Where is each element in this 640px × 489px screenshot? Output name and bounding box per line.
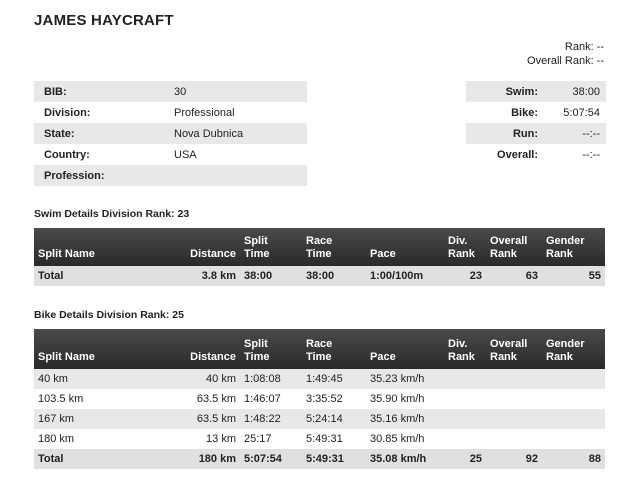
header-div-rank: Div. Rank <box>444 228 486 266</box>
time-row-swim <box>466 81 606 102</box>
rank-row <box>464 40 604 54</box>
cell-split-name: 103.5 km <box>34 389 120 409</box>
header-overall-rank: Overall Rank <box>486 329 542 369</box>
cell-gender-rank <box>542 369 605 389</box>
cell-split-time: 1:46:07 <box>240 389 302 409</box>
cell-pace: 35.90 km/h <box>366 389 444 409</box>
info-label: State: <box>34 123 164 144</box>
time-value: --:-- <box>582 148 600 161</box>
cell-gender-rank: 88 <box>542 449 605 469</box>
info-row-division <box>34 102 307 123</box>
cell-race-time: 5:49:31 <box>302 429 366 449</box>
info-value: Professional <box>174 106 235 119</box>
overall-rank-value: -- <box>596 55 604 67</box>
rank-summary <box>464 40 604 68</box>
cell-pace: 30.85 km/h <box>366 429 444 449</box>
cell-distance: 63.5 km <box>120 409 240 429</box>
header-split-time: Split Time <box>240 228 302 266</box>
header-race-time: Race Time <box>302 329 366 369</box>
cell-race-time: 1:49:45 <box>302 369 366 389</box>
cell-pace: 35.16 km/h <box>366 409 444 429</box>
info-row-bib <box>34 81 307 102</box>
header-split-time: Split Time <box>240 329 302 369</box>
info-label: BIB: <box>34 81 164 102</box>
bike-header-row <box>34 329 605 369</box>
header-distance: Distance <box>120 228 240 266</box>
time-row-overall <box>466 144 606 165</box>
swim-splits-table <box>34 228 605 286</box>
swim-total-row <box>34 266 605 286</box>
table-row <box>34 429 605 449</box>
time-row-run <box>466 123 606 144</box>
cell-gender-rank <box>542 409 605 429</box>
cell-split-name: 180 km <box>34 429 120 449</box>
cell-overall-rank <box>486 429 542 449</box>
info-value: 30 <box>164 81 307 102</box>
cell-overall-rank <box>486 369 542 389</box>
cell-distance: 63.5 km <box>120 389 240 409</box>
time-label: Run: <box>466 123 544 144</box>
cell-split-name: Total <box>34 266 120 286</box>
cell-race-time: 5:24:14 <box>302 409 366 429</box>
table-row <box>34 409 605 429</box>
cell-overall-rank: 92 <box>486 449 542 469</box>
overall-rank-label: Overall Rank: <box>527 55 594 67</box>
cell-race-time: 5:49:31 <box>302 449 366 469</box>
header-div-rank: Div. Rank <box>444 329 486 369</box>
cell-split-time: 1:08:08 <box>240 369 302 389</box>
cell-distance: 3.8 km <box>120 266 240 286</box>
cell-split-time: 38:00 <box>240 266 302 286</box>
cell-race-time: 3:35:52 <box>302 389 366 409</box>
time-value: --:-- <box>544 123 606 144</box>
info-value <box>164 165 307 186</box>
time-label: Swim: <box>466 81 544 102</box>
rank-label: Rank: <box>564 41 594 53</box>
time-label: Bike: <box>511 106 538 119</box>
info-label: Division: <box>44 106 91 119</box>
bike-splits-table <box>34 329 605 469</box>
time-label: Overall: <box>497 148 538 161</box>
cell-split-name: 40 km <box>34 369 120 389</box>
header-pace: Pace <box>366 329 444 369</box>
cell-gender-rank <box>542 429 605 449</box>
cell-split-time: 25:17 <box>240 429 302 449</box>
rank-value: -- <box>596 41 604 53</box>
bike-section-title: Bike Details Division Rank: 25 <box>34 309 184 321</box>
swim-header-row <box>34 228 605 266</box>
cell-div-rank <box>444 409 486 429</box>
header-gender-rank: Gender Rank <box>542 329 605 369</box>
cell-overall-rank <box>486 389 542 409</box>
cell-overall-rank: 63 <box>486 266 542 286</box>
info-row-profession <box>34 165 307 186</box>
cell-distance: 180 km <box>120 449 240 469</box>
cell-div-rank <box>444 429 486 449</box>
cell-overall-rank <box>486 409 542 429</box>
cell-gender-rank <box>542 389 605 409</box>
info-value: USA <box>174 148 197 161</box>
header-distance: Distance <box>120 329 240 369</box>
cell-split-name: Total <box>34 449 120 469</box>
bike-total-row <box>34 449 605 469</box>
table-row <box>34 369 605 389</box>
cell-split-time: 1:48:22 <box>240 409 302 429</box>
info-value: Nova Dubnica <box>164 123 307 144</box>
cell-div-rank <box>444 389 486 409</box>
header-split-name: Split Name <box>34 329 120 369</box>
cell-race-time: 38:00 <box>302 266 366 286</box>
cell-div-rank <box>444 369 486 389</box>
header-gender-rank: Gender Rank <box>542 228 605 266</box>
cell-div-rank: 25 <box>444 449 486 469</box>
athlete-info-table <box>34 81 307 186</box>
athlete-name: JAMES HAYCRAFT <box>34 12 174 29</box>
header-overall-rank: Overall Rank <box>486 228 542 266</box>
time-value: 38:00 <box>544 81 606 102</box>
info-label: Country: <box>44 148 90 161</box>
header-race-time: Race Time <box>302 228 366 266</box>
info-label: Profession: <box>34 165 164 186</box>
time-value: 5:07:54 <box>563 106 600 119</box>
swim-section-title: Swim Details Division Rank: 23 <box>34 208 190 220</box>
overall-rank-row <box>464 54 604 68</box>
cell-pace: 1:00/100m <box>366 266 444 286</box>
cell-gender-rank: 55 <box>542 266 605 286</box>
info-row-state <box>34 123 307 144</box>
header-pace: Pace <box>366 228 444 266</box>
cell-div-rank: 23 <box>444 266 486 286</box>
header-split-name: Split Name <box>34 228 120 266</box>
cell-pace: 35.23 km/h <box>366 369 444 389</box>
time-row-bike <box>466 102 606 123</box>
cell-distance: 13 km <box>120 429 240 449</box>
cell-pace: 35.08 km/h <box>366 449 444 469</box>
table-row <box>34 389 605 409</box>
cell-distance: 40 km <box>120 369 240 389</box>
leg-times-table <box>466 81 606 165</box>
info-row-country <box>34 144 307 165</box>
cell-split-time: 5:07:54 <box>240 449 302 469</box>
cell-split-name: 167 km <box>34 409 120 429</box>
